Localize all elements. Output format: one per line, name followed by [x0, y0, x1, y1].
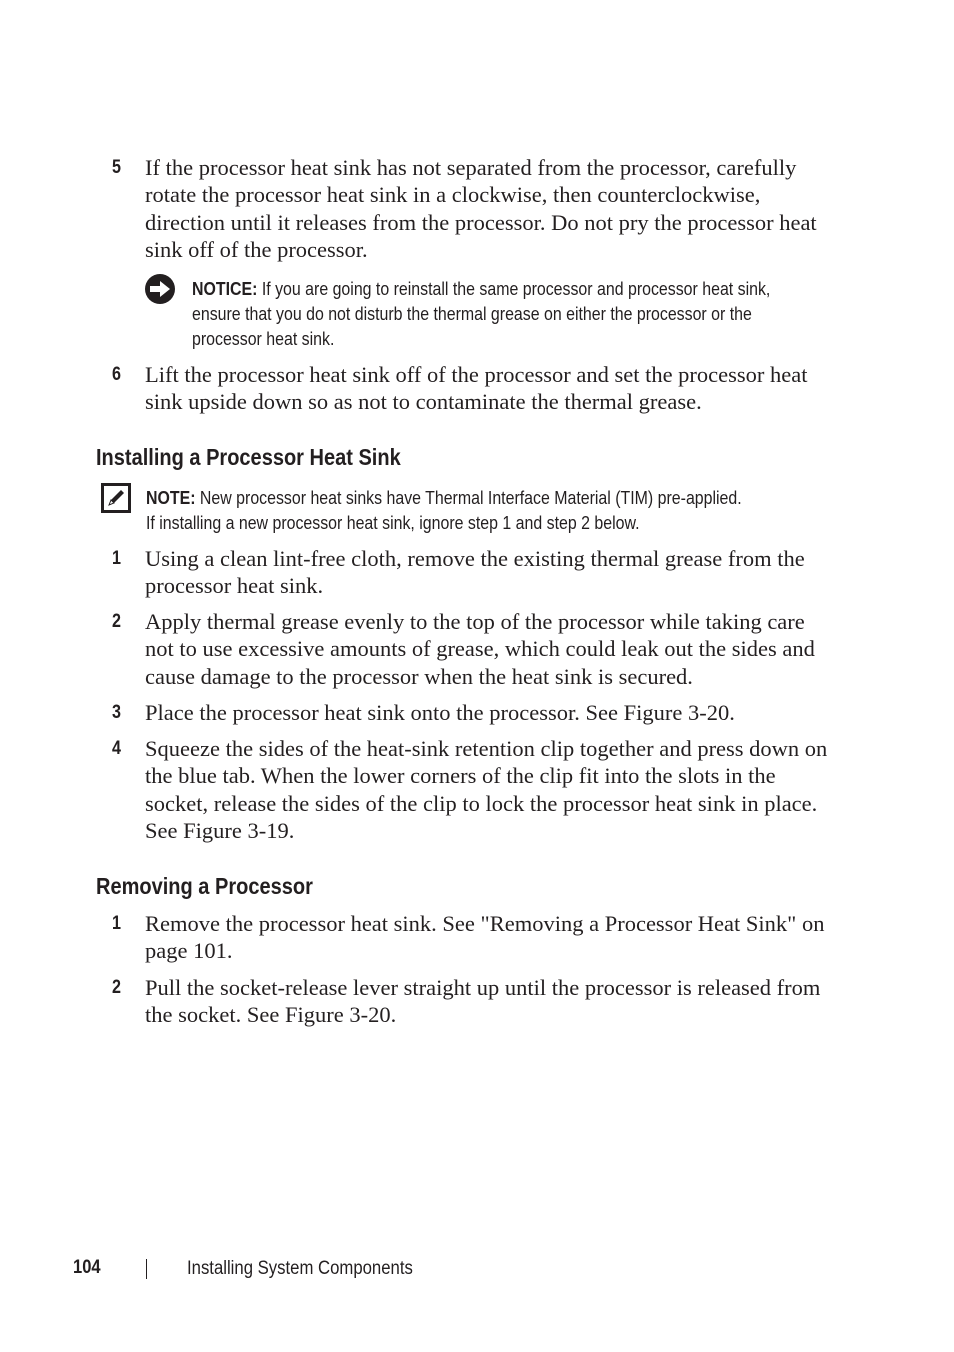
- step-number: 1: [112, 913, 121, 934]
- step-text: Apply thermal grease evenly to the top of the processor while taking care not to use excessive amounts of grease, which could leak out the sides and cause damage to the processor when the heat sink is secured.: [145, 609, 815, 689]
- install-step-3: [112, 699, 835, 726]
- step-5: [112, 154, 835, 263]
- step-text: Pull the socket-release lever straight up until the processor is released from the socket. See Figure 3-20.: [145, 975, 821, 1028]
- step-number: 4: [112, 738, 121, 759]
- step-text: Remove the processor heat sink. See "Removing a Processor Heat Sink" on page 101.: [145, 911, 825, 964]
- note-callout: [146, 485, 846, 535]
- install-step-1: [112, 545, 835, 600]
- note-text: New processor heat sinks have Thermal Interface Material (TIM) pre-applied. If installing a new processor heat sink, ignore step 1 and step 2 below.: [146, 487, 742, 533]
- footer-divider: [146, 1259, 147, 1279]
- section-heading-installing-heat-sink: Installing a Processor Heat Sink: [96, 444, 401, 470]
- remove-step-2: [112, 974, 835, 1029]
- chapter-title: Installing System Components: [187, 1258, 413, 1279]
- note-pencil-icon: [101, 483, 131, 513]
- step-text: Squeeze the sides of the heat-sink retention clip together and press down on the blue tab. When the lower corners of the clip fit into the slots in the socket, release the sides of the clip to lock the processor heat sink in place. See Figure 3-19.: [145, 736, 828, 843]
- note-label: NOTE:: [146, 487, 196, 508]
- step-text: Lift the processor heat sink off of the processor and set the processor heat sink upside down so as not to contaminate the thermal grease.: [145, 362, 808, 415]
- notice-text: If you are going to reinstall the same processor and processor heat sink, ensure that you do not disturb the thermal grease on either the processor or the processor heat sink.: [192, 278, 771, 349]
- step-number: 5: [112, 157, 121, 178]
- step-number: 6: [112, 364, 121, 385]
- step-number: 2: [112, 977, 121, 998]
- page-number: 104: [73, 1257, 101, 1278]
- step-6: [112, 361, 835, 416]
- step-number: 1: [112, 548, 121, 569]
- step-text: Using a clean lint-free cloth, remove the existing thermal grease from the processor heat sink.: [145, 546, 805, 599]
- section-heading-removing-processor: Removing a Processor: [96, 873, 313, 899]
- notice-callout: [192, 276, 892, 351]
- install-step-4: [112, 735, 835, 844]
- install-step-2: [112, 608, 835, 690]
- step-number: 2: [112, 611, 121, 632]
- remove-step-1: [112, 910, 835, 965]
- step-text: Place the processor heat sink onto the processor. See Figure 3-20.: [145, 700, 735, 725]
- notice-label: NOTICE:: [192, 278, 258, 299]
- step-text: If the processor heat sink has not separated from the processor, carefully rotate the processor heat sink in a clockwise, then counterclockwise, direction until it releases from the processor. Do not pry the processor heat sink off of the processor.: [145, 155, 817, 262]
- notice-icon: [144, 273, 176, 305]
- step-number: 3: [112, 702, 121, 723]
